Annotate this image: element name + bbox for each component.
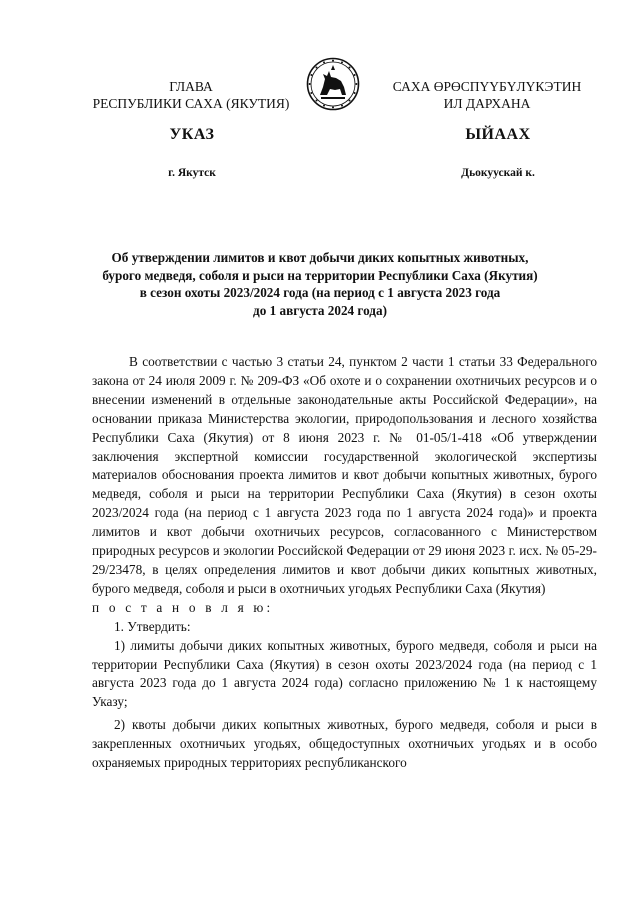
item-1-1: 1) лимиты добычи диких копытных животных, бурого медведя, соболя и рыси на территории Республики Саха (Якутия) в сезон охоты 2023/2024 года (на период с 1 августа 2023 года до 1 августа 2024 года) согласно приложению № 1 к настоящему Указу; [92,637,597,710]
decree-title [90,249,550,319]
city-russian: г. Якутск [168,167,216,179]
header-left [76,78,306,112]
resolve-phrase [92,599,597,618]
header-right [372,78,602,112]
title-line: Об утверждении лимитов и квот добычи диких копытных животных, [111,250,529,265]
header-right-title: САХА ӨРӨСПҮҮБҮЛҮКЭТИН [392,79,582,94]
title-line: до 1 августа 2024 года) [253,302,387,318]
title-line: бурого медведя, соболя и рыси на территории Республики Саха (Якутия) [102,267,538,283]
header-left-title: ГЛАВА [169,79,213,94]
resolve-text: п о с т а н о в л я ю: [92,599,274,615]
header-right-subtitle: ИЛ ДАРХАНА [443,96,531,111]
decree-body [92,353,597,773]
item-1-2: 2) квоты добычи диких копытных животных, бурого медведя, соболя и рыси в закрепленных охотничьих угодьях, общедоступных охотничьих угодьях и в особо охраняемых природных территориях республиканского [92,717,597,771]
decree-label-yakut: ЫЙААХ [465,126,531,143]
city-yakut: Дьокуускай к. [461,167,535,179]
preamble-paragraph: В соответствии с частью 3 статьи 24, пунктом 2 части 1 статьи 33 Федерального закона от 24 июля 2009 г. № 209-ФЗ «Об охоте и о сохранении охотничьих ресурсов и о внесении изменений в отдельные законодательные акты Российской Федерации», на основании приказа Министерства экологии, природопользования и лесного хозяйства Республики Саха (Якутия) от 8 июня 2023 г. № 01-05/1-418 «Об утверждении заключения экспертной комиссии государственной экологической экспертизы материалов обоснования проекта лимитов и квот добычи копытных животных, бурого медведя, соболя и рыси на территории Республики Саха (Якутия) в сезон охоты 2023/2024 года (на период с 1 августа 2023 года по 1 августа 2024 года)» и проекта лимитов и квот добычи охотничьих ресурсов, согласованного с Министерством природных ресурсов и экологии Российской Федерации от 29 июня 2023 г. исх. № 05-29-29/23478, в целях определения лимитов и квот добычи диких копытных животных, бурого медведя, соболя и рыси в охотничьих угодьях Республики Саха (Якутия) [92,354,597,596]
title-line: в сезон охоты 2023/2024 года (на период с 1 августа 2023 года [139,285,501,301]
decree-label-russian: УКАЗ [169,126,215,143]
header-left-subtitle: РЕСПУБЛИКИ САХА (ЯКУТИЯ) [92,96,290,111]
item-1: 1. Утвердить: [114,618,191,634]
coat-of-arms-emblem-icon [306,57,360,111]
